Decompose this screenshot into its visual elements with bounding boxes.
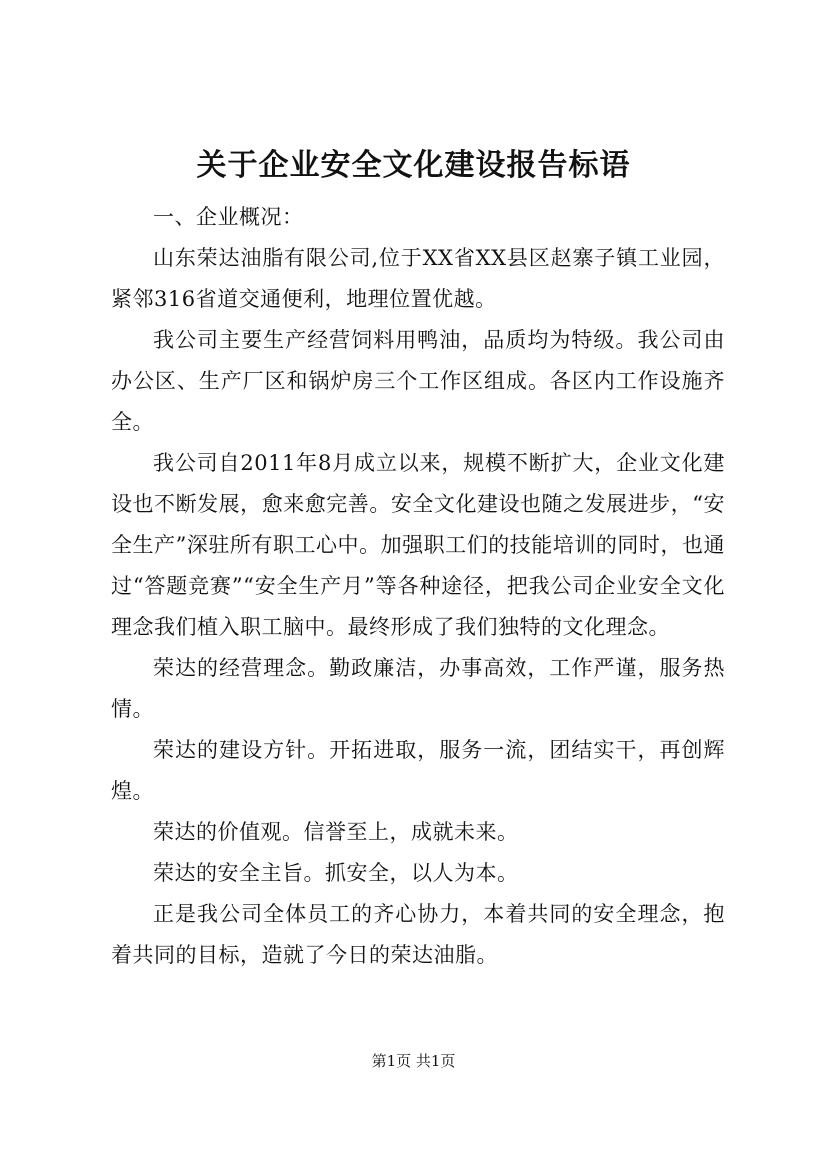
paragraph-construction-policy: 荣达的建设方针。开拓进取，服务一流，团结实干，再创辉煌。 bbox=[111, 738, 725, 803]
document-body bbox=[111, 197, 725, 976]
paragraph-company-location: 山东荣达油脂有限公司,位于XX省XX县区赵寨子镇工业园，紧邻316省道交通便利，地理位置优越。 bbox=[111, 246, 725, 311]
paragraph-safety-purpose: 荣达的安全主旨。抓安全，以人为本。 bbox=[153, 861, 519, 885]
paragraph-overview-heading: 一、企业概况： bbox=[153, 205, 304, 229]
paragraph-conclusion: 正是我公司全体员工的齐心协力，本着共同的安全理念，抱着共同的目标，造就了今日的荣达油脂。 bbox=[111, 902, 725, 967]
document-title: 关于企业安全文化建设报告标语 bbox=[196, 148, 631, 183]
paragraph-culture-development: 我公司自2011年8月成立以来，规模不断扩大，企业文化建设也不断发展，愈来愈完善。安全文化建设也随之发展进步，“安全生产”深驻所有职工心中。加强职工们的技能培训的同时，也通过“答题竞赛”“安全生产月”等各种途径，把我公司企业安全文化理念我们植入职工脑中。最终形成了我们独特的文化理念。 bbox=[111, 451, 725, 639]
paragraph-business-philosophy: 荣达的经营理念。勤政廉洁，办事高效，工作严谨，服务热情。 bbox=[111, 656, 725, 721]
page-number-footer: 第1页 共1页 bbox=[371, 1052, 456, 1070]
paragraph-products: 我公司主要生产经营饲料用鸭油，品质均为特级。我公司由办公区、生产厂区和锅炉房三个工作区组成。各区内工作设施齐全。 bbox=[111, 328, 725, 434]
paragraph-values: 荣达的价值观。信誉至上，成就未来。 bbox=[153, 820, 519, 844]
